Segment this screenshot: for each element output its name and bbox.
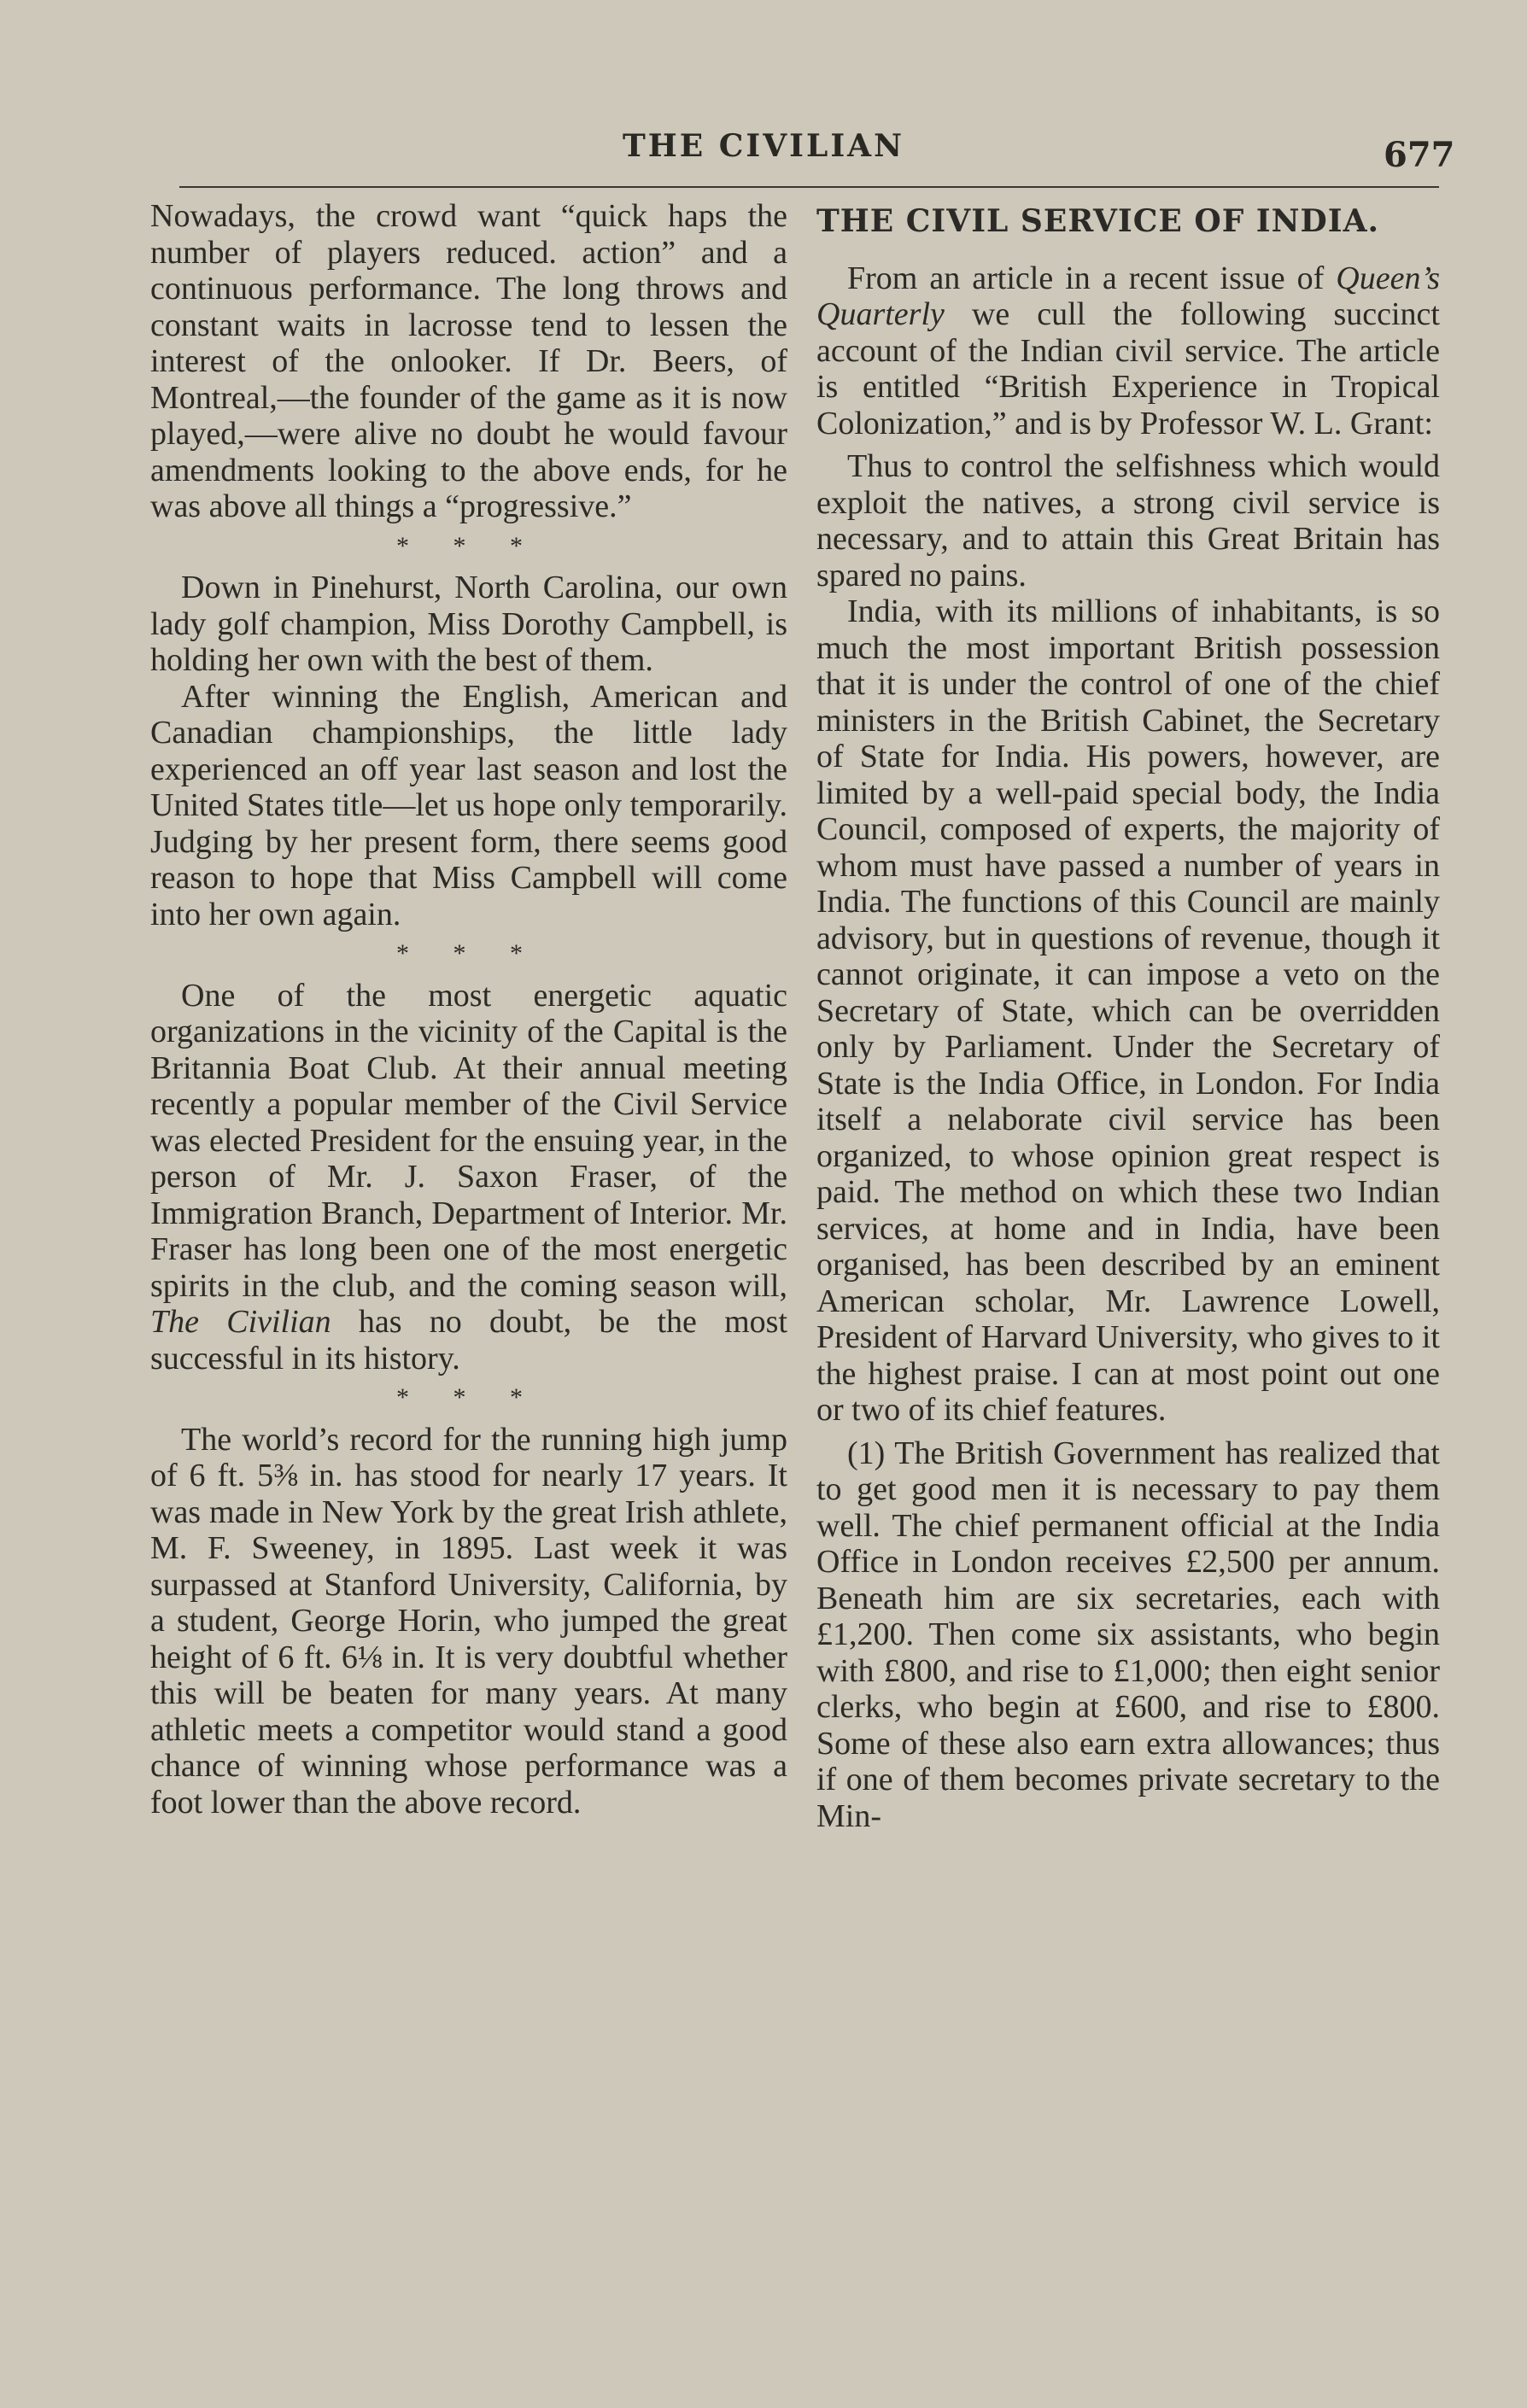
paragraph-golf-campbell: After winning the English, American and Canadian championships, the little lady experienced an off year last season and lost the United States title—let us hope only temporarily. Judging by her present form, there seems good reason to hope that Miss Campbell will come into her own again.: [150, 678, 787, 932]
publication-title: Queen’s Quarterly: [816, 260, 1440, 332]
right-column: [816, 198, 1440, 1834]
paragraph-high-jump: The world’s record for the running high jump of 6 ft. 5⅜ in. has stood for nearly 17 years. It was made in New York by the great Irish athlete, M. F. Sweeney, in 1895. Last week it was surpassed at Stanford University, California, by a student, George Horin, who jumped the great height of 6 ft. 6⅛ in. It is very doubtful whether this will be beaten for many years. At many athletic meets a competitor would stand a good chance of winning whose performance was a foot lower than the above record.: [150, 1421, 787, 1821]
paragraph-salaries: (1) The British Government has realized that to get good men it is necessary to pay them well. The chief permanent official at the India Office in London receives £2,500 per annum. Beneath him are six secretaries, each with £1,200. Then come six assistants, who begin with £800, and rise to £1,000; then eight senior clerks, who begin at £600, and rise to £800. Some of these also earn extra allowances; thus if one of them becomes private secretary to the Min-: [816, 1435, 1440, 1834]
section-separator: * * *: [396, 531, 541, 560]
running-head: THE CIVILIAN: [622, 128, 905, 164]
publication-title: The Civilian: [150, 1304, 331, 1340]
section-separator: * * *: [396, 1383, 541, 1411]
page-number: 677: [1384, 135, 1455, 175]
paragraph-lacrosse: Nowadays, the crowd want “quick haps the number of players reduced. action” and a continuous performance. The long throws and constant waits in lacrosse tend to lessen the interest of the onlooker. If Dr. Beers, of Montreal,—the founder of the game as it is now played,—were alive no doubt he would favour amendments looking to the above ends, for he was above all things a “progressive.”: [150, 198, 787, 524]
header-rule: [179, 186, 1439, 188]
paragraph-india-council: India, with its millions of inhabitants, is so much the most important British possession that it is under the control of one of the chief ministers in the British Cabinet, the Secretary of State for India. His powers, however, are limited by a well-paid special body, the India Council, composed of experts, the majority of whom must have passed a number of years in India. The functions of this Council are mainly advisory, but in questions of revenue, though it cannot originate, it can impose a veto on the Secretary of State, which can be overridden only by Parliament. Under the Secretary of State is the India Office, in London. For India itself a nelaborate civil service has been organized, to whose opinion great respect is paid. The method on which these two Indian services, at home and in India, have been organised, has been described by an eminent American scholar, Mr. Lawrence Lowell, President of Harvard University, who gives to it the highest praise. I can at most point out one or two of its chief features.: [816, 593, 1440, 1428]
paragraph-boat-club: One of the most energetic aquatic organizations in the vicinity of the Capital is the Britannia Boat Club. At their annual meeting recently a popular member of the Civil Service was elected President for the ensuing year, in the person of Mr. J. Saxon Fraser, of the Immigration Branch, Department of Interior. Mr. Fraser has long been one of the most energetic spirits in the club, and the coming season will, The Civilian has no doubt, be the most successful in its history.: [150, 977, 787, 1376]
section-separator: * * *: [396, 939, 541, 967]
paragraph-civil-service-need: Thus to control the selfishness which would exploit the natives, a strong civil service is necessary, and to attain this Great Britain has spared no pains.: [816, 448, 1440, 593]
paragraph-article-intro: From an article in a recent issue of Queen’s Quarterly we cull the following succinct account of the Indian civil service. The article is entitled “British Experience in Tropical Colonization,” and is by Professor W. L. Grant:: [816, 260, 1440, 441]
left-column: [150, 198, 787, 1821]
paragraph-golf-intro: Down in Pinehurst, North Carolina, our own lady golf champion, Miss Dorothy Campbell, is holding her own with the best of them.: [150, 570, 787, 678]
article-headline: THE CIVIL SERVICE OF INDIA.: [816, 203, 1380, 239]
